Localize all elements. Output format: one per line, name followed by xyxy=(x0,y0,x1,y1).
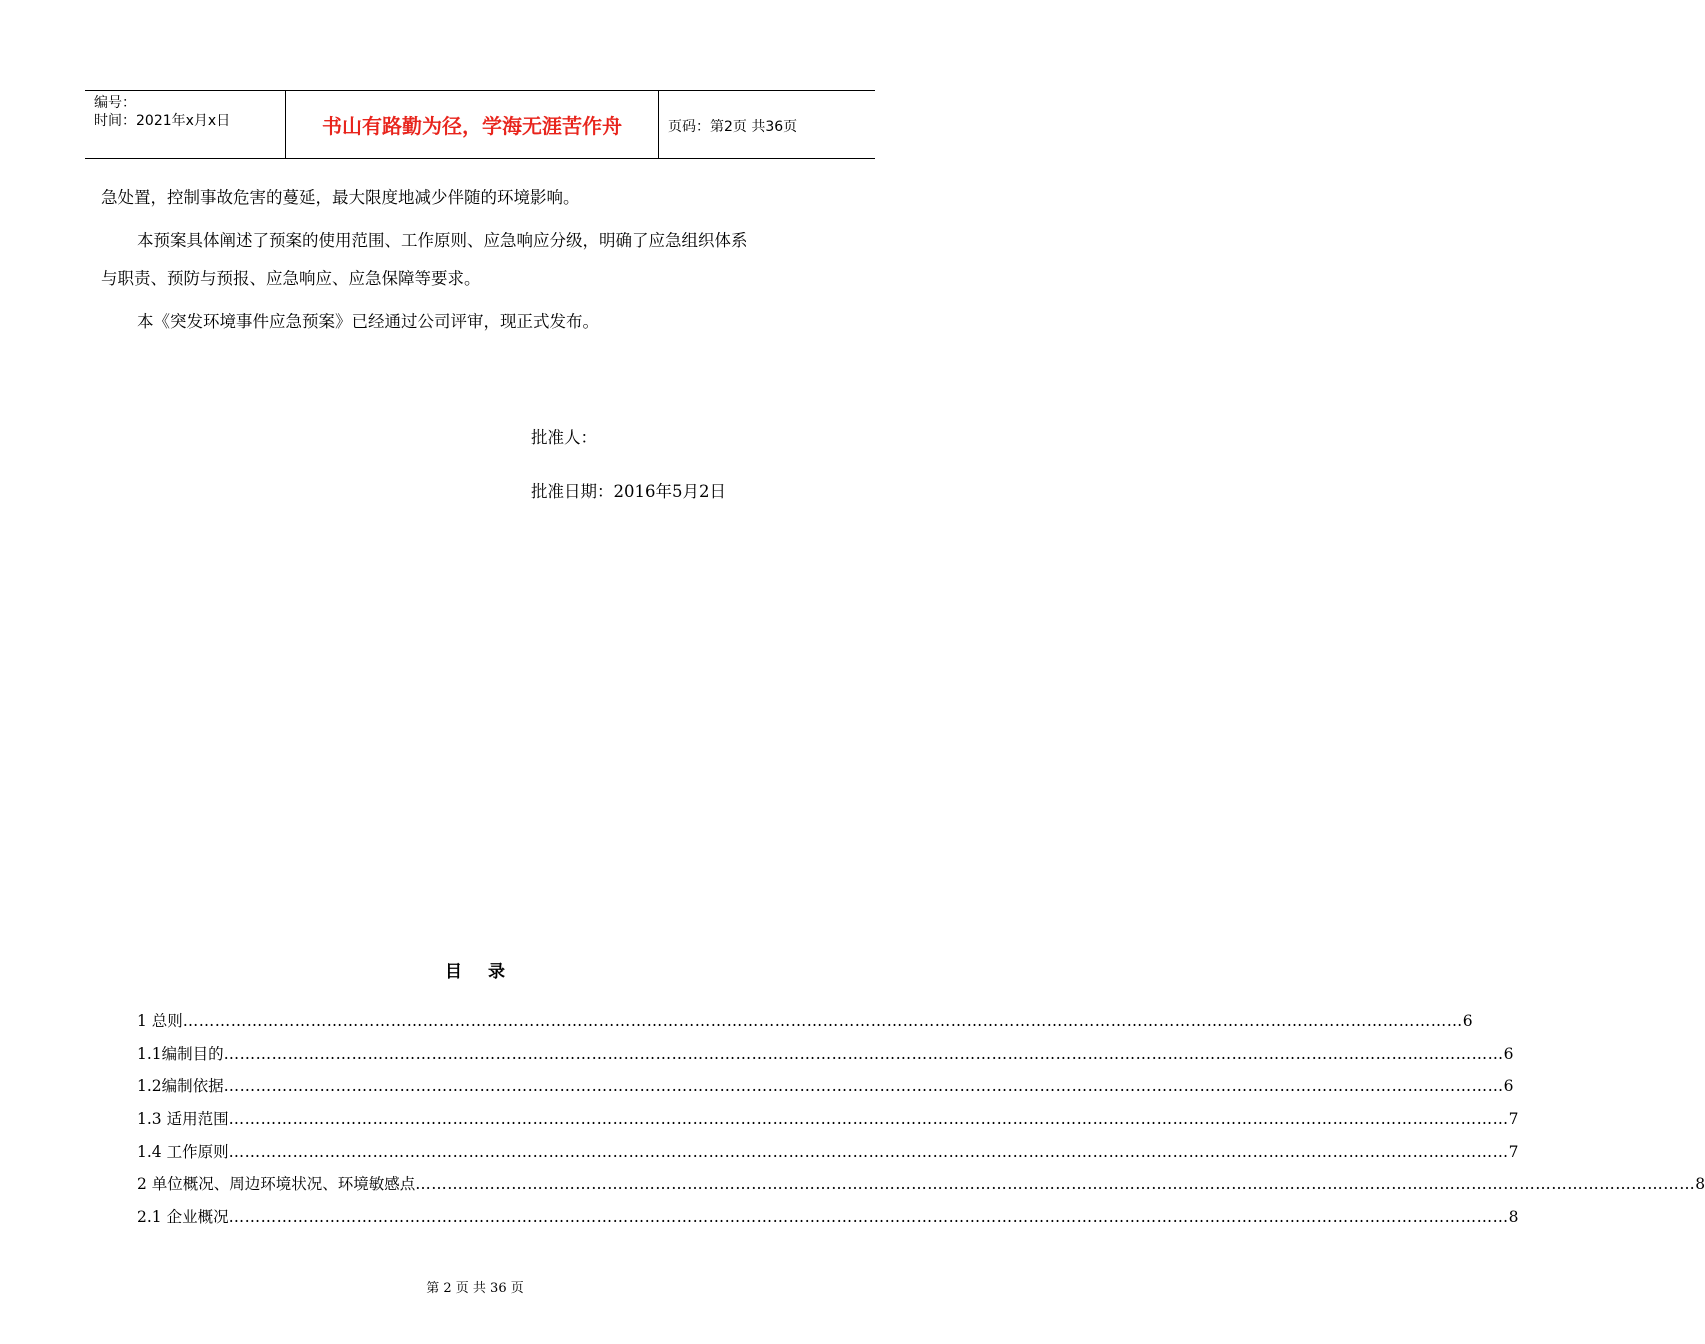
toc-entry[interactable] xyxy=(137,1108,1519,1130)
toc-entry[interactable] xyxy=(137,1173,1705,1195)
toc-entry-leader: …………………………………………………………………………………………………………………………………………………………………………………………………………………… xyxy=(228,1208,1509,1226)
toc-entry-leader: …………………………………………………………………………………………………………………………………………………………………………………………………………………… xyxy=(228,1110,1509,1128)
toc-entry-label: 1.4 工作原则 xyxy=(137,1143,229,1161)
toc-entry-leader: …………………………………………………………………………………………………………………………………………………………………………………………………………………… xyxy=(182,1012,1463,1030)
toc-entry-page: 7 xyxy=(1508,1110,1519,1128)
toc-entry-label: 2 单位概况、周边环境状况、环境敏感点 xyxy=(137,1175,416,1193)
toc-entry-page: 6 xyxy=(1503,1045,1514,1063)
header-slogan-cell xyxy=(286,91,659,158)
body-paragraph-1: 急处置，控制事故危害的蔓延，最大限度地减少伴随的环境影响。 xyxy=(101,188,580,207)
document-header xyxy=(85,90,875,159)
header-slogan: 书山有路勤为径，学海无涯苦作舟 xyxy=(322,114,622,138)
toc-entry-page: 6 xyxy=(1462,1012,1473,1030)
toc-entry-leader: …………………………………………………………………………………………………………………………………………………………………………………………………………………… xyxy=(223,1077,1504,1095)
toc-entry-page: 6 xyxy=(1503,1077,1514,1095)
document-number-label: 编号： xyxy=(94,95,136,111)
toc-entry[interactable] xyxy=(137,1010,1473,1032)
toc-entry-leader: …………………………………………………………………………………………………………………………………………………………………………………………………………………… xyxy=(228,1143,1509,1161)
toc-entry-label: 1.3 适用范围 xyxy=(137,1110,229,1128)
toc-entry-page: 8 xyxy=(1695,1175,1705,1193)
document-time-label: 时间：2021年x月x日 xyxy=(94,113,231,129)
page-footer: 第 2 页 共 36 页 xyxy=(426,1281,524,1296)
toc-entry-page: 8 xyxy=(1508,1208,1519,1226)
toc-entry[interactable] xyxy=(137,1206,1519,1228)
toc-entry[interactable] xyxy=(137,1075,1514,1097)
header-page-cell xyxy=(659,91,875,158)
approver-label: 批准人： xyxy=(531,428,597,447)
approval-date: 批准日期：2016年5月2日 xyxy=(531,482,726,501)
toc-entry-label: 2.1 企业概况 xyxy=(137,1208,229,1226)
toc-entry-label: 1 总则 xyxy=(137,1012,183,1030)
header-page-info: 页码：第2页 共36页 xyxy=(668,119,798,135)
body-paragraph-3: 本《突发环境事件应急预案》已经通过公司评审，现正式发布。 xyxy=(137,312,599,331)
body-paragraph-2-line-2: 与职责、预防与预报、应急响应、应急保障等要求。 xyxy=(101,269,481,288)
toc-title: 目录 xyxy=(445,962,531,982)
toc-entry-leader: …………………………………………………………………………………………………………………………………………………………………………………………………………………… xyxy=(415,1175,1696,1193)
toc-entry-label: 1.2编制依据 xyxy=(137,1077,224,1095)
toc-entry[interactable] xyxy=(137,1141,1519,1163)
toc-entry-leader: …………………………………………………………………………………………………………………………………………………………………………………………………………………… xyxy=(223,1045,1504,1063)
body-paragraph-2-line-1: 本预案具体阐述了预案的使用范围、工作原则、应急响应分级，明确了应急组织体系 xyxy=(137,231,748,250)
toc-entry[interactable] xyxy=(137,1043,1514,1065)
toc-entry-label: 1.1编制目的 xyxy=(137,1045,224,1063)
header-meta-cell xyxy=(85,91,286,158)
toc-entry-page: 7 xyxy=(1508,1143,1519,1161)
